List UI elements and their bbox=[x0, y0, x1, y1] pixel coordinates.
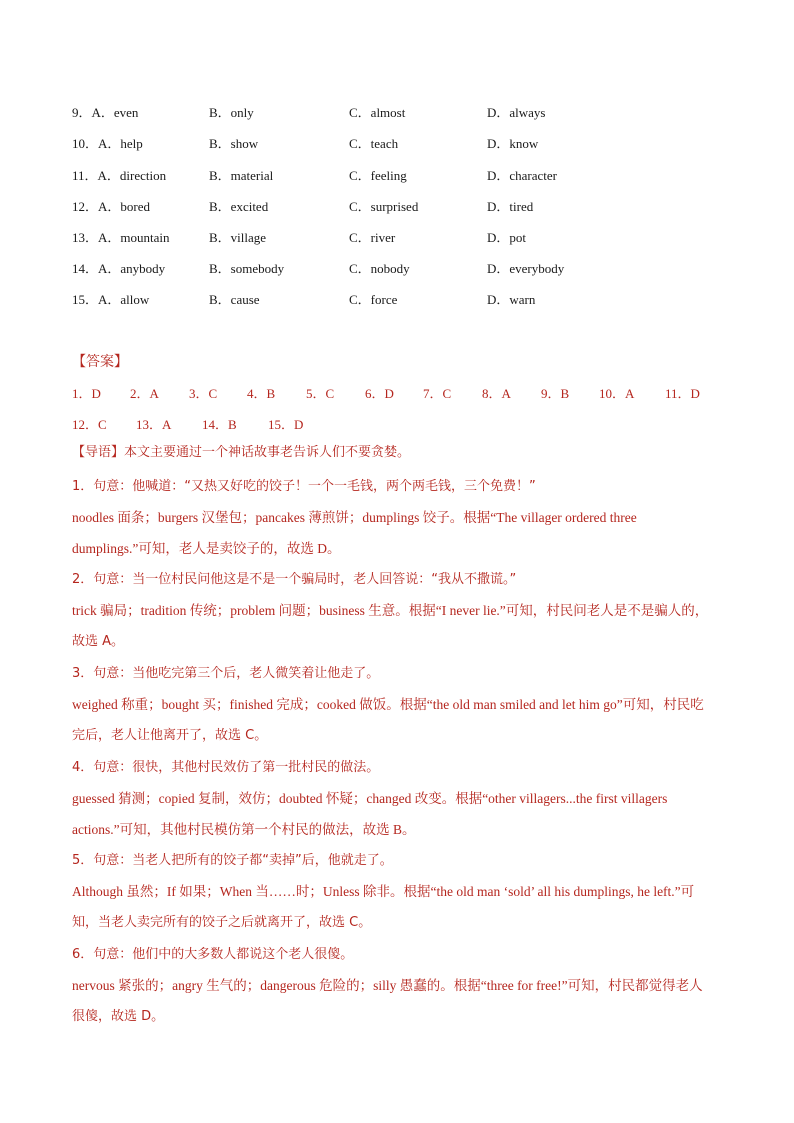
option-d: D．tired bbox=[487, 199, 534, 214]
option-c: C．teach bbox=[349, 136, 399, 151]
option-a: 14．A．anybody bbox=[72, 261, 166, 276]
answer-item: 3．C bbox=[189, 386, 218, 401]
option-d: D．always bbox=[487, 105, 546, 120]
option-c: C．feeling bbox=[349, 168, 407, 183]
option-b: B．cause bbox=[209, 292, 260, 307]
explanation-line: 6．句意：他们中的大多数人都说这个老人很傻。 bbox=[72, 947, 354, 962]
option-b: B．show bbox=[209, 136, 259, 151]
answer-item: 14．B bbox=[202, 417, 237, 432]
answer-item: 13．A bbox=[136, 417, 172, 432]
answer-item: 9．B bbox=[541, 386, 570, 401]
answer-item: 10．A bbox=[599, 386, 635, 401]
option-c: C．nobody bbox=[349, 261, 410, 276]
explanation-line: weighed 称重；bought 买；finished 完成；cooked 做饭。根据“the old man smiled and let him go”可知，村民吃 bbox=[72, 697, 704, 712]
explanation-line: 5．句意：当老人把所有的饺子都“卖掉”后，他就走了。 bbox=[72, 853, 393, 868]
option-d: D．warn bbox=[487, 292, 536, 307]
answer-heading: 【答案】 bbox=[72, 354, 128, 370]
guide-text: 【导语】本文主要通过一个神话故事老告诉人们不要贪婪。 bbox=[72, 445, 411, 460]
option-c: C．surprised bbox=[349, 199, 419, 214]
explanation-line: 很傻，故选 D。 bbox=[72, 1009, 165, 1024]
option-c: C．river bbox=[349, 230, 396, 245]
explanation-line: trick 骗局；tradition 传统；problem 问题；business 生意。根据“I never lie.”可知，村民问老人是不是骗人的， bbox=[72, 603, 709, 618]
explanation-line: 完后，老人让他离开了，故选 C。 bbox=[72, 728, 268, 743]
option-c: C．almost bbox=[349, 105, 406, 120]
explanation-line: nervous 紧张的；angry 生气的；dangerous 危险的；silly 愚蠢的。根据“three for free!”可知，村民都觉得老人 bbox=[72, 978, 703, 993]
option-a: 9．A．even bbox=[72, 105, 139, 120]
option-b: B．village bbox=[209, 230, 267, 245]
option-d: D．character bbox=[487, 168, 558, 183]
option-a: 15．A．allow bbox=[72, 292, 150, 307]
answer-item: 15．D bbox=[268, 417, 304, 432]
option-c: C．force bbox=[349, 292, 398, 307]
answer-item: 6．D bbox=[365, 386, 394, 401]
explanation-line: dumplings.”可知，老人是卖饺子的，故选 D。 bbox=[72, 541, 341, 556]
explanation-line: 3．句意：当他吃完第三个后，老人微笑着让他走了。 bbox=[72, 666, 380, 681]
answer-item: 5．C bbox=[306, 386, 335, 401]
option-b: B．somebody bbox=[209, 261, 285, 276]
explanation-line: noodles 面条；burgers 汉堡包；pancakes 薄煎饼；dumplings 饺子。根据“The villager ordered three bbox=[72, 510, 637, 525]
explanation-line: actions.”可知，其他村民模仿第一个村民的做法，故选 B。 bbox=[72, 822, 416, 837]
answer-item: 12．C bbox=[72, 417, 107, 432]
answer-item: 4．B bbox=[247, 386, 276, 401]
option-a: 12．A．bored bbox=[72, 199, 150, 214]
answer-item: 8．A bbox=[482, 386, 511, 401]
explanation-line: Although 虽然；If 如果；When 当……时；Unless 除非。根据“the old man ‘sold’ all his dumplings, he left.”可 bbox=[72, 884, 695, 899]
explanation-line: 1．句意：他喊道：“又热又好吃的饺子！一个一毛钱，两个两毛钱，三个免费！” bbox=[72, 479, 536, 494]
answer-item: 11．D bbox=[665, 386, 700, 401]
option-d: D．know bbox=[487, 136, 539, 151]
explanation-line: 2．句意：当一位村民问他这是不是一个骗局时，老人回答说：“我从不撒谎。” bbox=[72, 572, 517, 587]
option-a: 11．A．direction bbox=[72, 168, 167, 183]
option-d: D．everybody bbox=[487, 261, 565, 276]
option-b: B．excited bbox=[209, 199, 269, 214]
option-b: B．only bbox=[209, 105, 254, 120]
explanation-line: 知，当老人卖完所有的饺子之后就离开了，故选 C。 bbox=[72, 915, 372, 930]
explanation-line: 故选 A。 bbox=[72, 634, 125, 649]
option-a: 13．A．mountain bbox=[72, 230, 170, 245]
answer-item: 7．C bbox=[423, 386, 452, 401]
answer-item: 1．D bbox=[72, 386, 101, 401]
explanation-line: 4．句意：很快，其他村民效仿了第一批村民的做法。 bbox=[72, 760, 380, 775]
option-d: D．pot bbox=[487, 230, 527, 245]
explanation-line: guessed 猜测；copied 复制，效仿；doubted 怀疑；changed 改变。根据“other villagers...the first villagers bbox=[72, 791, 668, 806]
option-b: B．material bbox=[209, 168, 274, 183]
option-a: 10．A．help bbox=[72, 136, 143, 151]
answer-item: 2．A bbox=[130, 386, 159, 401]
